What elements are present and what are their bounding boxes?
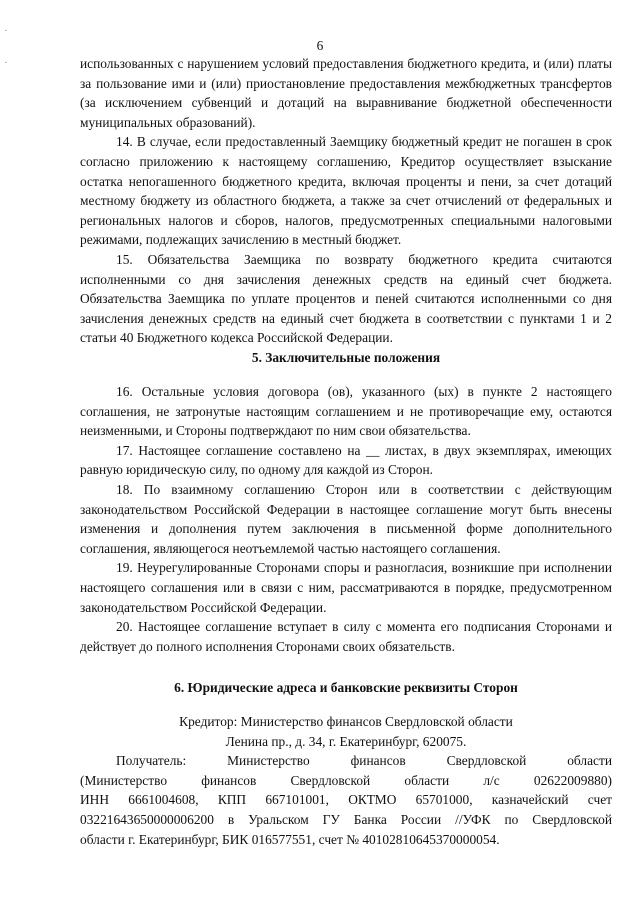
creditor-line: Кредитор: Министерство финансов Свердловской области xyxy=(179,714,513,729)
section-4-tail xyxy=(80,54,612,348)
section-6 xyxy=(80,712,612,849)
section-5 xyxy=(80,382,612,656)
section-6-heading: 6. Юридические адреса и банковские реквизиты Сторон xyxy=(174,680,518,695)
paragraph-19: 19. Неурегулированные Сторонами споры и разногласия, возникшие при исполнении настоящего соглашения или в связи с ним, рассматриваются в порядке, предусмотренном законодательством Российской Федерации. xyxy=(80,560,612,615)
recipient-line-2: (Министерство финансов Свердловской области л/с 02622009880) xyxy=(80,772,612,788)
recipient-line-1: Получатель: Министерство финансов Свердловской области xyxy=(116,753,612,769)
paragraph-14: 14. В случае, если предоставленный Заемщику бюджетный кредит не погашен в срок согласно приложению к настоящему соглашению, Кредитор осуществляет взыскание остатка непогашенного бюджетного кредита, включая проценты и пени, за счет дотаций местному бюджету из областного бюджета, а также за счет отчислений от федеральных и региональных налогов и сборов, налогов, предусмотренных специальными налоговыми режимами, подлежащих зачислению в местный бюджет. xyxy=(80,134,612,248)
scan-mark xyxy=(5,30,7,31)
section-5-heading-wrap xyxy=(80,348,612,368)
page-number: 6 xyxy=(316,38,324,53)
paragraph-13-continuation: использованных с нарушением условий предоставления бюджетного кредита, и (или) платы за пользование ими и (или) приостановление предоставления межбюджетных трансфертов (за исключением субвенций и дотаций на выравнивание бюджетной обеспеченности муниципальных образований). xyxy=(80,56,612,130)
section-5-heading: 5. Заключительные положения xyxy=(251,350,441,365)
section-6-heading-wrap xyxy=(80,678,612,698)
recipient-line-5: области г. Екатеринбург, БИК 016577551, счет № 40102810645370000054. xyxy=(80,831,500,847)
paragraph-17: 17. Настоящее соглашение составлено на __ листах, в двух экземплярах, имеющих равную юридическую силу, по одному для каждой из Сторон. xyxy=(80,442,612,478)
paragraph-20: 20. Настоящее соглашение вступает в силу с момента его подписания Сторонами и действует до полного исполнения Сторонами своих обязательств. xyxy=(80,619,612,654)
paragraph-18: 18. По взаимному соглашению Сторон или в соответствии с действующим законодательством Российской Федерации в настоящее соглашение могут быть внесены изменения и дополнения путем заключения в письменной форме дополнительного соглашения, являющегося неотъемлемой частью настоящего соглашения. xyxy=(80,481,612,556)
scan-mark xyxy=(5,62,7,63)
paragraph-15: 15. Обязательства Заемщика по возврату бюджетного кредита считаются исполненными со дня зачисления денежных средств на единый счет бюджета. Обязательства Заемщика по уплате процентов и пеней считаются исполненными со дня зачисления денежных средств на единый счет бюджета в соответствии с пунктами 1 и 2 статьи 40 Бюджетного кодекса Российской Федерации. xyxy=(80,251,612,346)
recipient-line-4: 03221643650000006200 в Уральском ГУ Банка России //УФК по Свердловской xyxy=(80,811,612,827)
creditor-address: Ленина пр., д. 34, г. Екатеринбург, 620075. xyxy=(225,733,467,749)
paragraph-16: 16. Остальные условия договора (ов), указанного (ых) в пункте 2 настоящего соглашения, не затронутые настоящим соглашением и не противоречащие ему, остаются неизменными, и Стороны подтверждают по ним свои обязательства. xyxy=(80,384,612,439)
recipient-line-3: ИНН 6661004608, КПП 667101001, ОКТМО 65701000, казначейский счет xyxy=(80,792,612,808)
